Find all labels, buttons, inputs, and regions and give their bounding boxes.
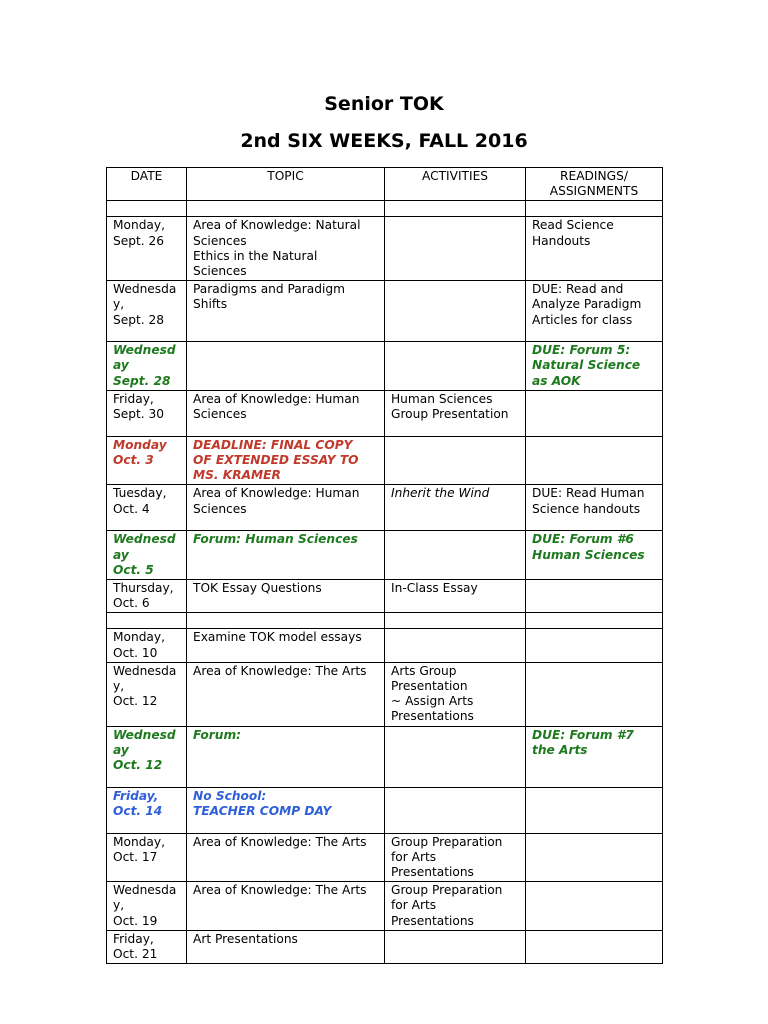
- cell-line: Oct. 12: [113, 694, 158, 709]
- cell-line: Presentations: [391, 709, 474, 724]
- date-cell: [107, 662, 187, 726]
- header-line: ASSIGNMENTS: [549, 184, 639, 199]
- cell-line: Friday,: [113, 788, 159, 803]
- date-cell: [107, 485, 187, 531]
- readings-cell: [526, 882, 663, 931]
- document-title: Senior TOK: [324, 93, 444, 115]
- activities-cell: [385, 629, 526, 662]
- activities-cell: [385, 201, 526, 217]
- cell-line: DUE: Read Human: [532, 486, 645, 501]
- readings-cell: [526, 726, 663, 787]
- activities-cell: [385, 531, 526, 580]
- cell-line: y,: [113, 898, 125, 913]
- column-header-topic: [187, 168, 385, 201]
- topic-cell: [187, 726, 385, 787]
- date-cell: [107, 342, 187, 391]
- topic-cell: [187, 531, 385, 580]
- cell-line: Forum:: [193, 727, 242, 742]
- activities-cell: [385, 787, 526, 833]
- cell-line: Forum: Human Sciences: [193, 532, 358, 547]
- cell-line: Group Presentation: [391, 407, 509, 422]
- readings-cell: [526, 629, 663, 662]
- date-cell: [107, 613, 187, 629]
- cell-line: Handouts: [532, 233, 591, 248]
- cell-line: Area of Knowledge: The Arts: [193, 834, 367, 849]
- readings-cell: [526, 787, 663, 833]
- date-cell: [107, 390, 187, 436]
- topic-cell: [187, 390, 385, 436]
- cell-line: Oct. 14: [113, 803, 163, 818]
- cell-line: Thursday,: [113, 581, 174, 596]
- table-row: [107, 390, 663, 436]
- cell-line: Monday,: [113, 834, 165, 849]
- table-row: [107, 833, 663, 882]
- topic-cell: [187, 629, 385, 662]
- date-cell: [107, 726, 187, 787]
- table-row: [107, 629, 663, 662]
- activities-cell: [385, 726, 526, 787]
- cell-line: Monday,: [113, 218, 165, 233]
- date-cell: [107, 882, 187, 931]
- date-cell: [107, 787, 187, 833]
- readings-cell: [526, 580, 663, 613]
- cell-line: Oct. 17: [113, 849, 158, 864]
- schedule-table: [106, 167, 663, 964]
- cell-line: DEADLINE: FINAL COPY: [193, 437, 353, 452]
- table-row: [107, 281, 663, 342]
- topic-cell: [187, 662, 385, 726]
- readings-cell: [526, 217, 663, 281]
- topic-cell: [187, 436, 385, 485]
- topic-cell: [187, 580, 385, 613]
- activities-cell: [385, 580, 526, 613]
- cell-line: Oct. 10: [113, 645, 158, 660]
- date-cell: [107, 629, 187, 662]
- cell-line: Presentation: [391, 679, 468, 694]
- cell-line: Sept. 28: [113, 312, 165, 327]
- topic-cell: [187, 485, 385, 531]
- cell-line: Articles for class: [532, 312, 633, 327]
- activities-cell: [385, 390, 526, 436]
- table-row: [107, 485, 663, 531]
- header-line: ACTIVITIES: [421, 169, 489, 183]
- cell-line: Sciences: [193, 407, 247, 422]
- cell-line: ay: [113, 742, 129, 757]
- cell-line: In-Class Essay: [391, 581, 478, 596]
- cell-line: Paradigms and Paradigm: [193, 282, 345, 297]
- table-row: [107, 930, 663, 963]
- topic-cell: [187, 281, 385, 342]
- header-line: TOPIC: [267, 169, 304, 183]
- table-row: [107, 531, 663, 580]
- date-cell: [107, 281, 187, 342]
- cell-line: Sciences: [193, 233, 247, 248]
- table-row: [107, 662, 663, 726]
- date-cell: [107, 217, 187, 281]
- readings-cell: [526, 662, 663, 726]
- cell-line: Wednesd: [113, 727, 176, 742]
- activities-cell: [385, 882, 526, 931]
- cell-line: Oct. 5: [113, 562, 154, 577]
- cell-line: DUE: Forum #7: [532, 727, 634, 742]
- table-row: [107, 580, 663, 613]
- schedule-body: [107, 201, 663, 964]
- cell-line: Monday,: [113, 630, 165, 645]
- readings-cell: [526, 390, 663, 436]
- activities-cell: [385, 833, 526, 882]
- cell-line: Shifts: [193, 297, 228, 312]
- readings-cell: [526, 531, 663, 580]
- topic-cell: [187, 217, 385, 281]
- cell-line: DUE: Read and: [532, 282, 624, 297]
- cell-line: Sept. 30: [113, 407, 165, 422]
- activities-cell: [385, 281, 526, 342]
- cell-line: Ethics in the Natural: [193, 248, 318, 263]
- cell-line: Wednesda: [113, 883, 177, 898]
- cell-line: Art Presentations: [193, 931, 298, 946]
- cell-line: Read Science: [532, 218, 614, 233]
- topic-cell: [187, 787, 385, 833]
- column-header-date: [107, 168, 187, 201]
- cell-line: for Arts: [391, 898, 437, 913]
- activities-cell: [385, 217, 526, 281]
- header-line: READINGS/: [560, 169, 628, 183]
- activities-cell: [385, 436, 526, 485]
- cell-line: TEACHER COMP DAY: [193, 803, 332, 818]
- cell-line: Area of Knowledge: Human: [193, 486, 360, 501]
- cell-line: Human Sciences: [391, 391, 493, 406]
- cell-line: DUE: Forum 5:: [532, 343, 631, 358]
- cell-line: Oct. 3: [113, 453, 154, 468]
- cell-line: y,: [113, 297, 125, 312]
- topic-cell: [187, 342, 385, 391]
- cell-line: Presentations: [391, 913, 474, 928]
- date-cell: [107, 930, 187, 963]
- cell-line: Friday,: [113, 931, 154, 946]
- activities-cell: [385, 485, 526, 531]
- cell-line: Sciences: [193, 501, 247, 516]
- date-cell: [107, 531, 187, 580]
- date-cell: [107, 833, 187, 882]
- cell-line: Presentations: [391, 865, 474, 880]
- column-header-activities: [385, 168, 526, 201]
- cell-line: Area of Knowledge: Natural: [193, 218, 361, 233]
- cell-line: ~ Assign Arts: [391, 694, 474, 709]
- cell-line: Oct. 19: [113, 913, 158, 928]
- table-row: [107, 726, 663, 787]
- cell-line: the Arts: [532, 742, 588, 757]
- cell-line: MS. KRAMER: [193, 468, 281, 483]
- topic-cell: [187, 833, 385, 882]
- table-row: [107, 342, 663, 391]
- cell-line: Analyze Paradigm: [532, 297, 642, 312]
- cell-line: Wednesda: [113, 663, 177, 678]
- cell-line: Group Preparation: [391, 834, 503, 849]
- cell-line: No School:: [193, 788, 267, 803]
- date-cell: [107, 436, 187, 485]
- readings-cell: [526, 930, 663, 963]
- activities-cell: [385, 342, 526, 391]
- cell-line: Natural Science: [532, 358, 641, 373]
- topic-cell: [187, 882, 385, 931]
- readings-cell: [526, 342, 663, 391]
- cell-line: Sept. 28: [113, 373, 171, 388]
- cell-line: Wednesd: [113, 343, 176, 358]
- cell-line: Sciences: [193, 264, 247, 279]
- table-header-row: [107, 168, 663, 201]
- cell-line: TOK Essay Questions: [193, 581, 322, 596]
- cell-line: Wednesd: [113, 532, 176, 547]
- table-row: [107, 201, 663, 217]
- activities-cell: [385, 930, 526, 963]
- date-cell: [107, 201, 187, 217]
- date-cell: [107, 580, 187, 613]
- cell-line: Area of Knowledge: The Arts: [193, 883, 367, 898]
- cell-line: Area of Knowledge: Human: [193, 391, 360, 406]
- cell-line: OF EXTENDED ESSAY TO: [193, 453, 359, 468]
- cell-line: DUE: Forum #6: [532, 532, 634, 547]
- cell-line: Group Preparation: [391, 883, 503, 898]
- cell-line: Tuesday,: [113, 486, 167, 501]
- readings-cell: [526, 833, 663, 882]
- cell-line: Examine TOK model essays: [193, 630, 362, 645]
- cell-line: y,: [113, 679, 125, 694]
- cell-line: ay: [113, 358, 129, 373]
- topic-cell: [187, 613, 385, 629]
- document-subtitle: 2nd SIX WEEKS, FALL 2016: [240, 130, 528, 152]
- column-header-readings: [526, 168, 663, 201]
- activities-cell: [385, 662, 526, 726]
- cell-line: ay: [113, 547, 129, 562]
- readings-cell: [526, 281, 663, 342]
- cell-line: Wednesda: [113, 282, 177, 297]
- table-row: [107, 436, 663, 485]
- cell-line: Oct. 6: [113, 596, 150, 611]
- cell-line: Inherit the Wind: [391, 486, 490, 501]
- cell-line: Arts Group: [391, 663, 457, 678]
- readings-cell: [526, 485, 663, 531]
- table-row: [107, 787, 663, 833]
- topic-cell: [187, 201, 385, 217]
- table-row: [107, 882, 663, 931]
- cell-line: Friday,: [113, 391, 154, 406]
- table-row: [107, 613, 663, 629]
- cell-line: Monday: [113, 437, 167, 452]
- cell-line: Science handouts: [532, 501, 641, 516]
- cell-line: Human Sciences: [532, 547, 645, 562]
- cell-line: as AOK: [532, 373, 581, 388]
- readings-cell: [526, 201, 663, 217]
- activities-cell: [385, 613, 526, 629]
- cell-line: Area of Knowledge: The Arts: [193, 663, 367, 678]
- cell-line: for Arts: [391, 849, 437, 864]
- topic-cell: [187, 930, 385, 963]
- cell-line: Oct. 21: [113, 947, 158, 962]
- cell-line: Oct. 12: [113, 758, 163, 773]
- table-row: [107, 217, 663, 281]
- cell-line: Oct. 4: [113, 501, 150, 516]
- cell-line: Sept. 26: [113, 233, 165, 248]
- readings-cell: [526, 436, 663, 485]
- readings-cell: [526, 613, 663, 629]
- header-line: DATE: [130, 169, 163, 183]
